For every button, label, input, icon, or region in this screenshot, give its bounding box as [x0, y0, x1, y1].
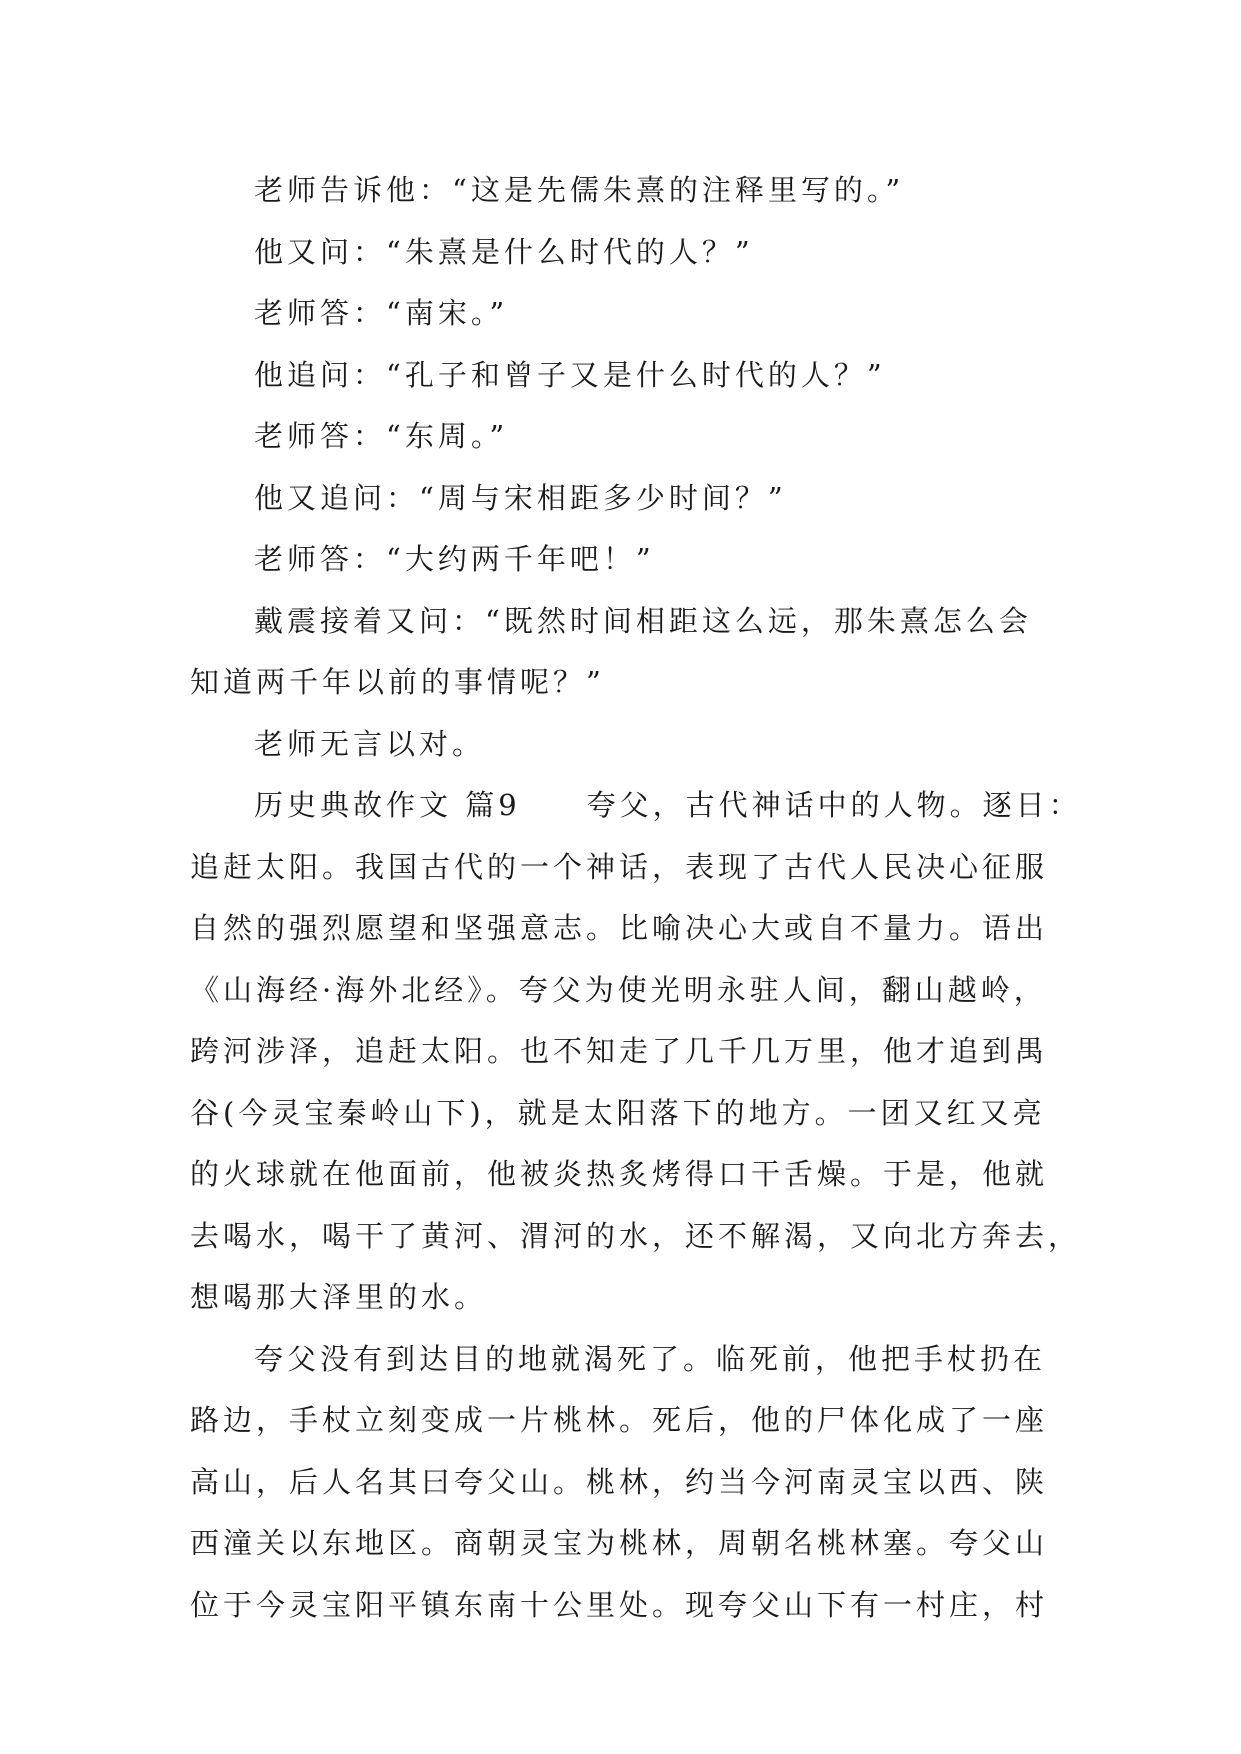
text-line: 自然的强烈愿望和坚强意志。比喻决心大或自不量力。语出: [190, 911, 1049, 945]
text-line: 路边，手杖立刻变成一片桃林。死后，他的尸体化成了一座: [190, 1403, 1049, 1437]
text-line: 他又追问：“周与宋相距多少时间？”: [254, 480, 787, 515]
text-line: 的火球就在他面前，他被炎热炙烤得口干舌燥。于是，他就: [190, 1157, 1049, 1191]
text-line: 老师答：“大约两千年吧！”: [254, 542, 655, 576]
text-line: 跨河涉泽，追赶太阳。也不知走了几千几万里，他才追到禺: [190, 1034, 1049, 1068]
text-line: 谷(今灵宝秦岭山下)，就是太阳落下的地方。一团又红又亮: [190, 1095, 1046, 1130]
text-line: 追赶太阳。我国古代的一个神话，表现了古代人民决心征服: [190, 849, 1049, 884]
text-line: 《山海经·海外北经》。夸父为使光明永驻人间，翻山越岭，: [190, 972, 1047, 1007]
text-line: 他又问：“朱熹是什么时代的人？”: [254, 234, 754, 269]
text-line: 老师答：“南宋。”: [254, 296, 509, 330]
text-line: 想喝那大泽里的水。: [190, 1280, 488, 1314]
text-line: 老师无言以对。: [254, 726, 486, 761]
text-line: 位于今灵宝阳平镇东南十公里处。现夸父山下有一村庄，村: [190, 1587, 1049, 1622]
text-line: 他追问：“孔子和曾子又是什么时代的人？”: [254, 357, 886, 392]
text-line: 高山，后人名其曰夸父山。桃林，约当今河南灵宝以西、陕: [190, 1464, 1049, 1499]
section-heading-line: 历史典故作文 篇9 夸父，古代神话中的人物。逐日：: [254, 788, 1082, 822]
text-line: 去喝水，喝干了黄河、渭河的水，还不解渴，又向北方奔去，: [190, 1218, 1082, 1253]
text-line: 老师答：“东周。”: [254, 419, 509, 453]
text-line: 老师告诉他：“这是先儒朱熹的注释里写的。”: [254, 173, 905, 207]
text-line: 西潼关以东地区。商朝灵宝为桃林，周朝名桃林塞。夸父山: [190, 1526, 1049, 1560]
text-line: 夸父没有到达目的地就渴死了。临死前，他把手杖扔在: [254, 1341, 1047, 1376]
text-line: 戴震接着又问：“既然时间相距这么远，那朱熹怎么会: [254, 603, 1032, 638]
text-line: 知道两千年以前的事情呢？”: [190, 665, 605, 699]
document-body: [190, 160, 1082, 1636]
